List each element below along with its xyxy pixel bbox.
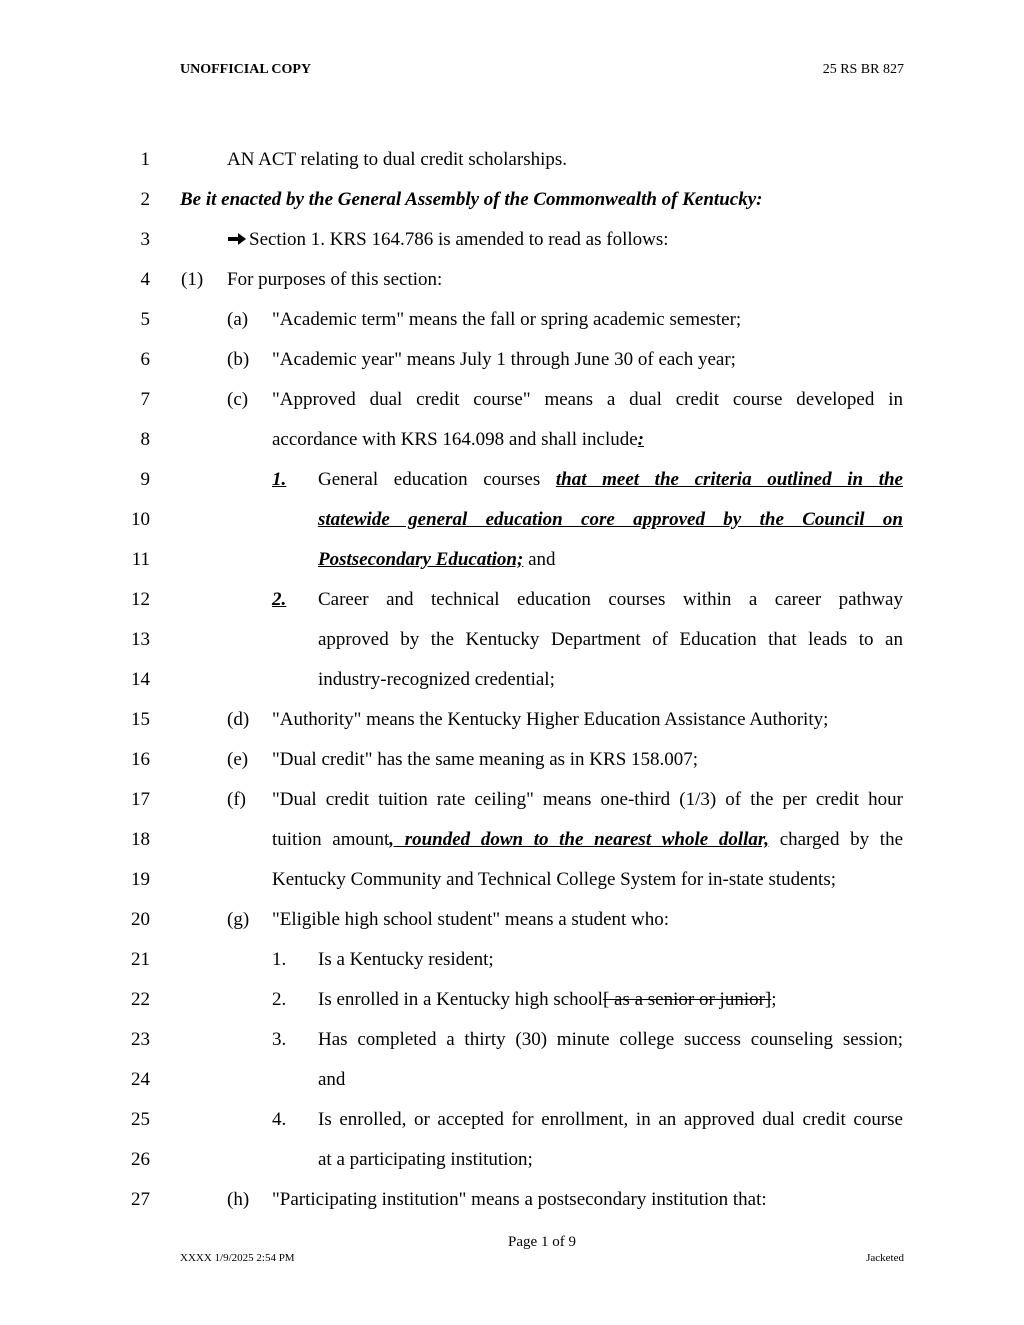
subparagraph-text — [318, 549, 556, 571]
right-arrow-icon — [227, 232, 247, 246]
doc-line-9 — [0, 460, 1024, 500]
doc-line-3 — [0, 220, 1024, 260]
subparagraph-label: 2. — [272, 589, 287, 610]
definition-text: "Authority" means the Kentucky Higher Education Assistance Authority; — [272, 709, 829, 730]
line-number: 4 — [140, 269, 150, 290]
header-bill-number: 25 RS BR 827 — [822, 62, 904, 77]
line-number: 27 — [131, 1189, 150, 1210]
subparagraph-label: 4. — [272, 1109, 287, 1130]
subparagraph-text: Career and technical education courses within a career pathway — [318, 589, 903, 610]
line-number: 23 — [131, 1029, 150, 1050]
doc-line-4 — [0, 260, 1024, 300]
doc-line-14 — [0, 660, 1024, 700]
definition-text — [272, 829, 903, 851]
subparagraph-text: approved by the Kentucky Department of Education that leads to an — [318, 629, 903, 650]
paragraph-label: (a) — [227, 309, 249, 330]
doc-line-24 — [0, 1060, 1024, 1100]
subparagraph-label: 1. — [272, 949, 287, 970]
inserted-text: that meet the criteria outlined in the — [555, 469, 903, 490]
subparagraph-text — [318, 989, 777, 1011]
line-number: 11 — [131, 549, 150, 570]
doc-line-7 — [0, 380, 1024, 420]
inserted-text: : — [637, 429, 644, 450]
inserted-text: , rounded down to the nearest whole dollar, — [389, 829, 770, 850]
section-heading — [227, 229, 669, 251]
section-heading-text: Section 1. KRS 164.786 is amended to read as follows: — [249, 229, 669, 250]
subparagraph-text: and — [318, 1069, 346, 1090]
page-number: Page 1 of 9 — [508, 1234, 576, 1250]
footer-status: Jacketed — [866, 1252, 904, 1264]
doc-line-15 — [0, 700, 1024, 740]
doc-line-27 — [0, 1180, 1024, 1220]
paragraph-label: (f) — [227, 789, 246, 810]
line-number: 26 — [131, 1149, 150, 1170]
line-number: 12 — [131, 589, 150, 610]
enacting-clause: Be it enacted by the General Assembly of the Commonwealth of Kentucky: — [180, 189, 763, 210]
line-number: 6 — [140, 349, 150, 370]
text-run: General education courses — [318, 469, 556, 490]
doc-line-5 — [0, 300, 1024, 340]
line-number: 19 — [131, 869, 150, 890]
line-number: 15 — [131, 709, 150, 730]
subsection-text: For purposes of this section: — [227, 269, 443, 290]
line-number: 10 — [131, 509, 150, 530]
subparagraph-label: 1. — [272, 469, 287, 490]
line-number: 9 — [140, 469, 150, 490]
subparagraph-text: at a participating institution; — [318, 1149, 533, 1170]
definition-text — [272, 429, 644, 451]
paragraph-label: (b) — [227, 349, 250, 370]
text-run: and — [523, 549, 556, 570]
text-run: charged by the — [769, 829, 904, 850]
paragraph-label: (g) — [227, 909, 250, 930]
doc-line-26 — [0, 1140, 1024, 1180]
line-number: 20 — [131, 909, 150, 930]
subsection-label: (1) — [181, 269, 204, 290]
subparagraph-label: 3. — [272, 1029, 287, 1050]
doc-line-23 — [0, 1020, 1024, 1060]
text-run: accordance with KRS 164.098 and shall include — [272, 429, 638, 450]
doc-line-8 — [0, 420, 1024, 460]
definition-text: "Eligible high school student" means a student who: — [272, 909, 670, 930]
line-number: 13 — [131, 629, 150, 650]
line-number: 22 — [131, 989, 150, 1010]
paragraph-label: (d) — [227, 709, 250, 730]
text-run: tuition amount — [272, 829, 390, 850]
doc-line-19 — [0, 860, 1024, 900]
line-number: 5 — [140, 309, 150, 330]
definition-text: "Dual credit tuition rate ceiling" means one-third (1/3) of the per credit hour — [272, 789, 903, 810]
doc-line-13 — [0, 620, 1024, 660]
subparagraph-text: Is enrolled, or accepted for enrollment, in an approved dual credit course — [318, 1109, 903, 1130]
definition-text: "Academic term" means the fall or spring academic semester; — [272, 309, 742, 330]
doc-line-12 — [0, 580, 1024, 620]
inserted-text: statewide general education core approved by the Council on — [318, 509, 903, 530]
text-run: ; — [771, 989, 777, 1010]
subparagraph-text: industry-recognized credential; — [318, 669, 555, 690]
line-number: 1 — [140, 149, 150, 170]
line-number: 25 — [131, 1109, 150, 1130]
line-number: 17 — [131, 789, 150, 810]
doc-line-20 — [0, 900, 1024, 940]
doc-line-16 — [0, 740, 1024, 780]
definition-text: "Participating institution" means a postsecondary institution that: — [272, 1189, 767, 1210]
paragraph-label: (e) — [227, 749, 249, 770]
doc-line-21 — [0, 940, 1024, 980]
doc-line-6 — [0, 340, 1024, 380]
subparagraph-text — [318, 469, 903, 491]
doc-line-11 — [0, 540, 1024, 580]
line-number: 24 — [131, 1069, 150, 1090]
inserted-text: Postsecondary Education; — [318, 549, 524, 570]
doc-line-2 — [0, 180, 1024, 220]
definition-text: "Academic year" means July 1 through June 30 of each year; — [272, 349, 736, 370]
definition-text: Kentucky Community and Technical College System for in-state students; — [272, 869, 836, 890]
definition-text: "Approved dual credit course" means a dual credit course developed in — [272, 389, 903, 410]
paragraph-label: (h) — [227, 1189, 250, 1210]
line-number: 8 — [140, 429, 150, 450]
definition-text: "Dual credit" has the same meaning as in KRS 158.007; — [272, 749, 699, 770]
doc-line-22 — [0, 980, 1024, 1020]
text-run: Is enrolled in a Kentucky high school — [318, 989, 603, 1010]
line-number: 7 — [140, 389, 150, 410]
line-number: 2 — [140, 189, 150, 210]
doc-line-10 — [0, 500, 1024, 540]
doc-line-18 — [0, 820, 1024, 860]
subparagraph-label: 2. — [272, 989, 287, 1010]
header-unofficial-copy: UNOFFICIAL COPY — [180, 62, 312, 77]
act-title: AN ACT relating to dual credit scholarships. — [227, 149, 568, 170]
subparagraph-text: Has completed a thirty (30) minute college success counseling session; — [318, 1029, 903, 1050]
subparagraph-text: Is a Kentucky resident; — [318, 949, 494, 970]
line-number: 21 — [131, 949, 150, 970]
line-number: 18 — [131, 829, 150, 850]
line-number: 3 — [140, 229, 150, 250]
footer-draft-stamp: XXXX 1/9/2025 2:54 PM — [180, 1252, 295, 1264]
doc-line-1 — [0, 140, 1024, 180]
doc-line-25 — [0, 1100, 1024, 1140]
paragraph-label: (c) — [227, 389, 249, 410]
line-number: 14 — [131, 669, 150, 690]
line-number: 16 — [131, 749, 150, 770]
doc-line-17 — [0, 780, 1024, 820]
deleted-text: [ as a senior or junior] — [602, 989, 772, 1010]
